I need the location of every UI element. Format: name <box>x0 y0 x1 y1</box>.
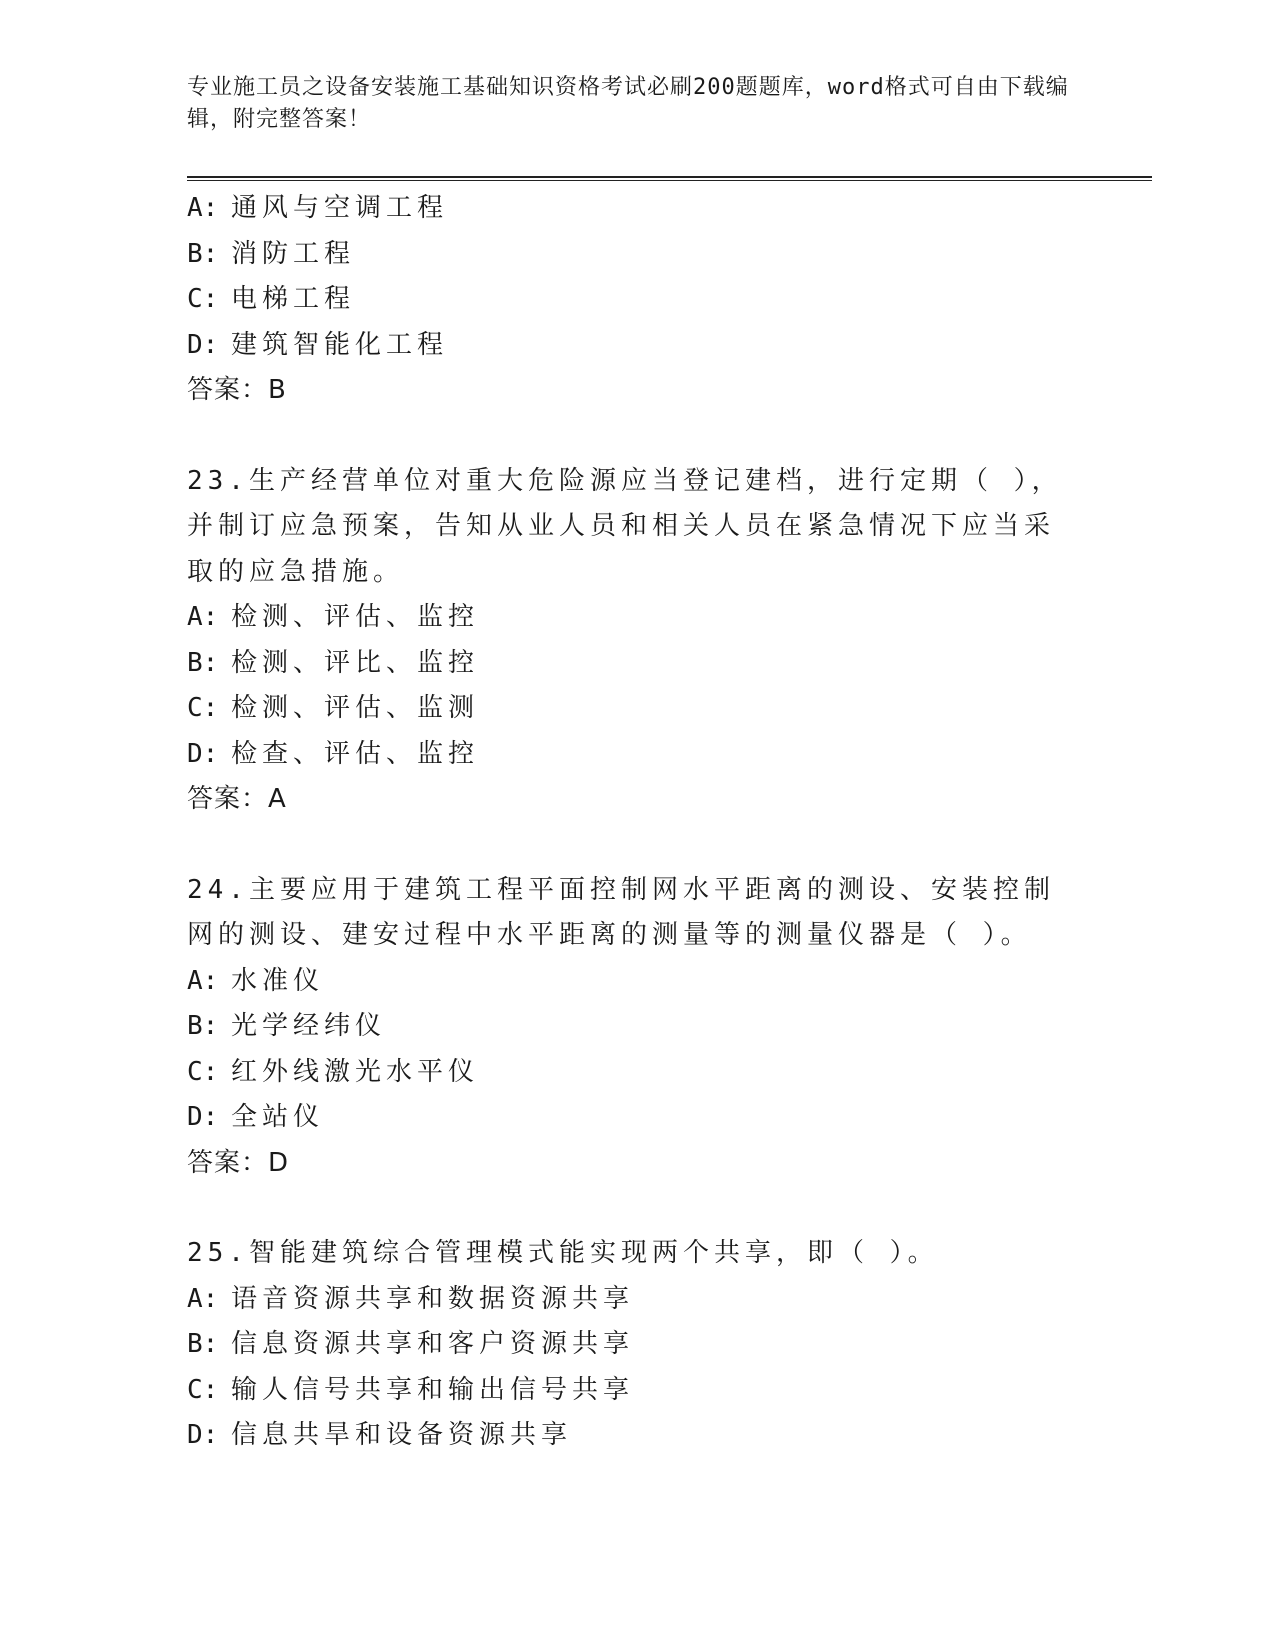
option-letter: B: <box>187 1011 219 1041</box>
option-text: 水准仪 <box>231 965 325 996</box>
option-c <box>187 1368 1087 1414</box>
option-c <box>187 1050 1087 1096</box>
option-d <box>187 1413 1087 1459</box>
option-a <box>187 1277 1087 1323</box>
option-c <box>187 686 1087 732</box>
option-a <box>187 186 1087 232</box>
question-stem: 23.生产经营单位对重大危险源应当登记建档，进行定期（ ），并制订应急预案，告知从业人员和相关人员在紧急情况下应当采取的应急措施。 <box>187 465 1063 587</box>
option-b <box>187 1322 1087 1368</box>
answer-line: 答案：A <box>187 784 287 814</box>
document-title: 专业施工员之设备安装施工基础知识资格考试必刷200题题库，word格式可自由下载编辑，附完整答案！ <box>187 75 1069 132</box>
option-d <box>187 1095 1087 1141</box>
option-b <box>187 641 1087 687</box>
option-text: 检测、评比、监控 <box>231 647 480 678</box>
option-letter: C: <box>187 284 219 314</box>
option-b <box>187 232 1087 278</box>
option-letter: D: <box>187 1420 219 1450</box>
option-letter: A: <box>187 602 219 632</box>
question-23 <box>187 459 1087 823</box>
question-22-continued <box>187 186 1087 414</box>
option-b <box>187 1004 1087 1050</box>
option-text: 通风与空调工程 <box>231 193 449 223</box>
option-text: 检测、评估、监控 <box>231 602 480 632</box>
question-list <box>187 186 1087 1459</box>
answer-line: 答案：B <box>187 375 287 405</box>
option-letter: A: <box>187 965 219 996</box>
answer-line: 答案：D <box>187 1147 290 1178</box>
option-text: 全站仪 <box>231 1102 325 1132</box>
question-24 <box>187 868 1087 1187</box>
question-25 <box>187 1231 1087 1459</box>
option-a <box>187 595 1087 641</box>
option-text: 检测、评估、监测 <box>231 693 480 723</box>
option-letter: C: <box>187 1056 219 1087</box>
option-letter: A: <box>187 1283 219 1314</box>
option-letter: D: <box>187 738 219 769</box>
option-text: 信息资源共享和客户资源共享 <box>231 1329 635 1359</box>
option-letter: A: <box>187 193 219 223</box>
option-text: 红外线激光水平仪 <box>231 1056 480 1087</box>
option-text: 输人信号共享和输出信号共享 <box>231 1374 635 1405</box>
header-divider <box>187 176 1152 181</box>
option-text: 检查、评估、监控 <box>231 738 480 769</box>
option-letter: B: <box>187 1329 219 1359</box>
option-text: 信息共旱和设备资源共享 <box>231 1420 573 1450</box>
option-a <box>187 959 1087 1005</box>
option-text: 光学经纬仪 <box>231 1011 387 1041</box>
option-d <box>187 732 1087 778</box>
question-stem: 24.主要应用于建筑工程平面控制网水平距离的测设、安装控制网的测设、建安过程中水平距离的测量等的测量仪器是（ ）。 <box>187 874 1055 950</box>
option-text: 建筑智能化工程 <box>231 329 449 360</box>
option-d <box>187 323 1087 369</box>
option-c <box>187 277 1087 323</box>
option-text: 消防工程 <box>231 238 356 269</box>
question-stem: 25.智能建筑综合管理模式能实现两个共享，即（ ）。 <box>187 1238 939 1268</box>
option-text: 语音资源共享和数据资源共享 <box>231 1283 635 1314</box>
option-letter: B: <box>187 238 219 269</box>
option-letter: C: <box>187 693 219 723</box>
option-letter: C: <box>187 1374 219 1405</box>
option-text: 电梯工程 <box>231 284 356 314</box>
option-letter: D: <box>187 329 219 360</box>
option-letter: B: <box>187 647 219 678</box>
page-header <box>187 72 1087 136</box>
option-letter: D: <box>187 1102 219 1132</box>
